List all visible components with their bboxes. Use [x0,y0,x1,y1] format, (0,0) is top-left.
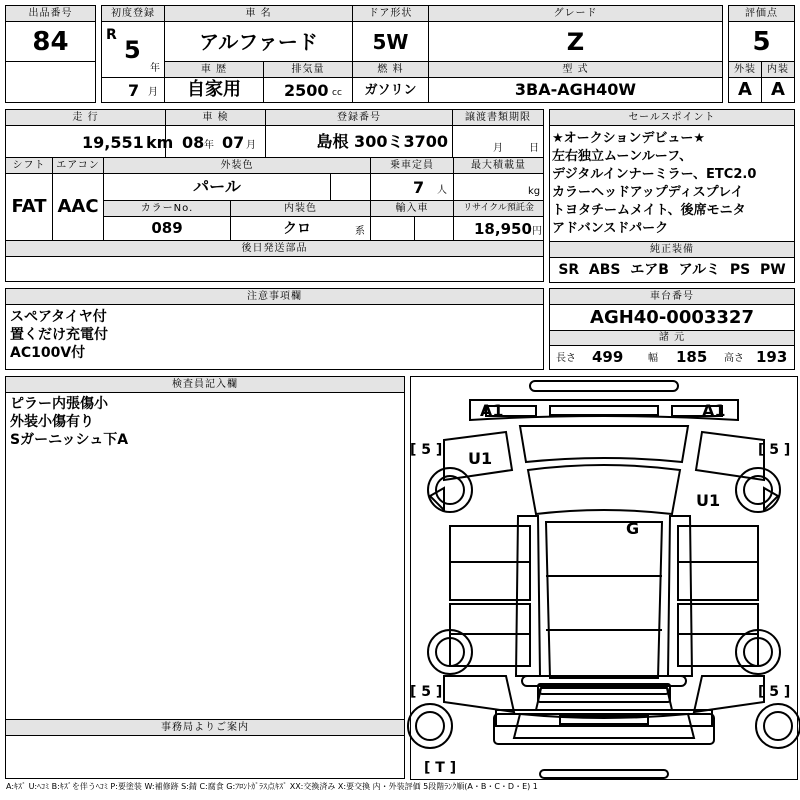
grade-value: Z [428,21,723,62]
year-unit: 年 [150,63,160,74]
door-header: ドア形状 [352,5,429,22]
interior-color-cell [230,216,371,241]
aircon-value: AAC [52,173,104,241]
sales-point-line: カラーヘッドアップディスプレイ [552,185,744,200]
inspector-line: Sガーニッシュ下A [10,432,129,448]
interior-color-value: クロ [283,221,311,237]
mileage-unit: km [146,133,174,152]
sales-points-header: セールスポイント [549,109,795,126]
exterior-color-header: 外装色 [103,157,371,174]
damage-mark-front-left: A1 [480,401,504,420]
mileage-value: 19,551 [82,133,144,152]
era-letter: R [106,27,117,43]
note-line: 置くだけ充電付 [10,327,108,343]
office-box [5,735,405,779]
inspection-month-unit: 月 [246,140,256,151]
max-load-unit: kg [528,186,541,197]
later-parts-value [5,256,544,282]
recycle-unit: 円 [532,226,542,237]
transfer-day-unit: 日 [529,143,539,154]
inspection-year: 08 [182,133,205,152]
max-load-header: 最大積載量 [453,157,544,174]
first-registration-year-value: 5 [124,36,141,64]
inspection-header: 車 検 [165,109,266,126]
exterior-color-value: パール [103,173,331,201]
import-cell-b [414,216,454,241]
sales-point-line: アドバンスドパーク [552,221,669,236]
inspector-box [5,392,405,720]
width-label: 幅 [648,353,658,364]
lot-blank [5,61,96,103]
note-line: スペアタイヤ付 [10,309,107,325]
tread-rear-left: [ 5 ] [410,684,443,700]
damage-mark-roof: G [626,519,640,538]
sales-point-line: 左右独立ムーンルーフ、 [552,149,693,164]
model-value: 3BA-AGH40W [428,77,723,103]
first-registration-month [101,77,165,103]
shift-value: FAT [5,173,53,241]
color-no-value: 089 [103,216,231,241]
displacement-unit: cc [332,88,342,98]
displacement-value: 2500 [284,81,329,100]
notes-header: 注意事項欄 [5,288,544,305]
color-no-header: カラーNo. [103,200,231,217]
registration-number: 島根 300ミ3700 [265,125,453,158]
inspection-year-unit: 年 [204,140,214,151]
first-registration-year [101,21,165,78]
history-value: 自家用 [164,77,264,103]
office-header: 事務局よりご案内 [5,719,405,736]
notes-box [5,304,544,370]
inspector-line: ピラー内張傷小 [10,396,108,412]
sales-points-list [552,130,756,238]
genuine-header: 純正装備 [549,241,795,258]
car-name-header: 車 名 [164,5,353,22]
tread-rear-right: [ 5 ] [758,684,791,700]
damage-mark-front-right: A1 [702,401,726,420]
length-value: 499 [592,348,624,366]
tread-spare: [ T ] [424,760,457,776]
mileage-cell [5,125,174,158]
inspection-month: 07 [222,133,245,152]
damage-mark-door-right: U1 [696,491,721,510]
tread-front-left: [ 5 ] [410,442,443,458]
notes-list [10,308,108,362]
specs-header: 諸 元 [549,330,795,346]
max-load-cell [453,173,544,201]
displacement-header: 排気量 [263,61,353,78]
chassis-header: 車台番号 [549,288,795,305]
chassis-number: AGH40-0003327 [549,304,795,331]
damage-marks [468,401,726,538]
displacement-cell [263,77,353,103]
shift-header: シフト [5,157,53,174]
mileage-header: 走 行 [5,109,166,126]
sales-point-line: デジタルインナーミラー、ETC2.0 [552,167,757,182]
interior-grade: A [761,77,795,103]
note-line: AC100V付 [10,345,86,361]
month-unit: 月 [148,87,158,98]
exterior-grade: A [728,77,762,103]
door-type: 5W [352,21,429,62]
interior-header: 内装 [761,61,795,78]
capacity-cell [370,173,454,201]
later-parts-header: 後日発送部品 [5,240,544,257]
interior-color-unit: 系 [355,226,365,237]
grade-header: グレード [428,5,723,22]
inspector-list [10,395,128,449]
capacity-value: 7 [413,178,425,197]
car-outline [408,381,800,778]
length-label: 長さ [556,353,576,364]
history-header: 車 歴 [164,61,264,78]
first-registration-month-value: 7 [128,81,140,100]
legend: A:ｷｽﾞ U:ﾍｺﾐ B:ｷｽﾞを伴うﾍｺﾐ P:要塗装 W:補修跡 S:錆 C:腐食 G:ﾌﾛﾝﾄｶﾞﾗｽ点ｷｽﾞ XX:交換済み X:要交換 内・外装評価 5段階ﾗﾝｸ順(A・B・C・D・E) 1 [6,782,538,791]
score-header: 評価点 [728,5,795,22]
lot-header: 出品番号 [5,5,96,22]
transfer-docs-cell [452,125,544,158]
recycle-cell [453,216,544,241]
first-registration-header: 初度登録 [101,5,165,22]
specs-row [549,345,795,370]
exterior-color-blank [330,173,371,201]
height-value: 193 [756,348,788,366]
interior-color-header: 内装色 [230,200,371,217]
import-header: 輸入車 [370,200,454,217]
transfer-docs-header: 譲渡書類期限 [452,109,544,126]
height-label: 高さ [724,353,744,364]
damage-mark-fender-left: U1 [468,449,493,468]
inspector-header: 検査員記入欄 [5,376,405,393]
aircon-header: エアコン [52,157,104,174]
transfer-month-unit: 月 [493,143,503,154]
genuine-equipment: SR ABS エアB アルミ PS PW [549,257,795,283]
inspector-line: 外装小傷有り [10,414,94,430]
car-damage-diagram [410,376,798,780]
sales-point-line: ★オークションデビュー★ [552,131,706,146]
sales-point-line: トヨタチームメイト、後席モニタ [552,203,746,218]
capacity-unit: 人 [437,185,447,196]
sales-points-box [549,125,795,242]
tread-front-right: [ 5 ] [758,442,791,458]
import-cell-a [370,216,415,241]
model-header: 型 式 [428,61,723,78]
registration-header: 登録番号 [265,109,453,126]
score-value: 5 [728,21,795,62]
car-name: アルファード [164,21,353,62]
recycle-header: リサイクル預託金 [453,200,544,217]
recycle-value: 18,950 [474,220,532,238]
inspection-cell [165,125,266,158]
fuel-value: ガソリン [352,77,429,103]
fuel-header: 燃 料 [352,61,429,78]
lot-number: 84 [5,21,96,62]
exterior-header: 外装 [728,61,762,78]
width-value: 185 [676,348,708,366]
capacity-header: 乗車定員 [370,157,454,174]
